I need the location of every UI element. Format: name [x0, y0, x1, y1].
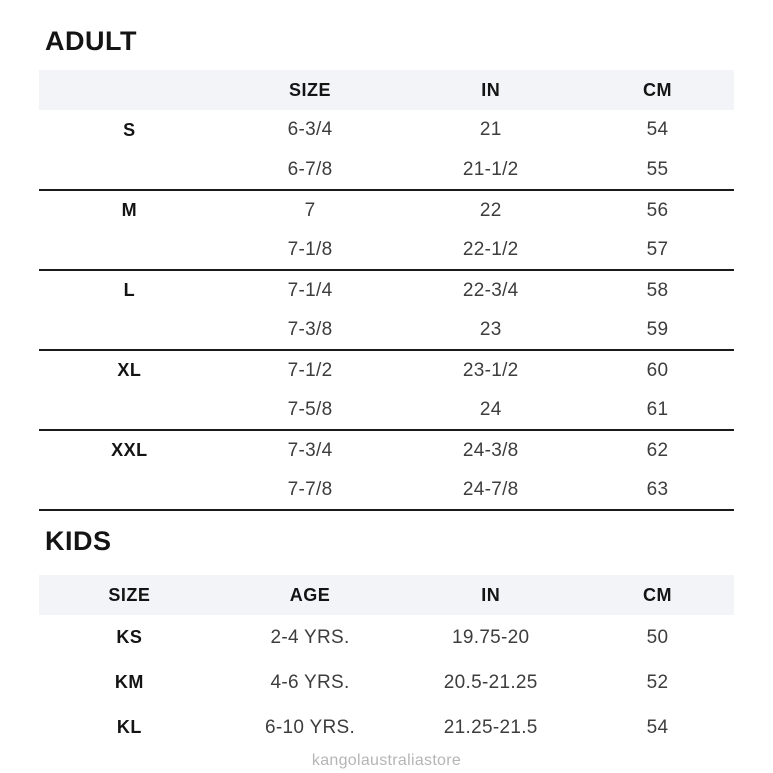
kids-table-body — [39, 615, 734, 750]
kids-column-header-size: SIZE — [108, 584, 151, 605]
table-row — [39, 230, 734, 270]
value-cell: 7-1/2 — [287, 359, 333, 381]
value-cell: 60 — [646, 359, 669, 381]
adult-column-header-blank — [39, 70, 220, 110]
table-row — [39, 350, 734, 390]
adult-table-body — [39, 110, 734, 510]
value-cell: 63 — [581, 470, 734, 510]
adult-table-header-row — [39, 70, 734, 110]
kids-column-header-in: IN — [481, 584, 501, 605]
adult-column-header-size: SIZE — [289, 79, 332, 100]
size-label-cell: KL — [116, 717, 142, 737]
kids-column-header-cm: CM — [643, 584, 673, 605]
adult-column-header-in: IN — [481, 79, 501, 100]
value-cell: 23 — [400, 310, 581, 350]
size-label-cell — [39, 230, 220, 270]
adult-section-title: ADULT — [45, 26, 137, 56]
value-cell: 7-1/8 — [220, 230, 401, 270]
value-cell: 7-1/4 — [287, 279, 333, 301]
table-row — [39, 270, 734, 310]
table-row — [39, 110, 734, 150]
size-label-cell: XL — [117, 360, 142, 380]
table-row — [39, 660, 734, 705]
kids-table-header-row — [39, 575, 734, 615]
value-cell: 4-6 YRS. — [270, 671, 350, 693]
value-cell: 56 — [646, 199, 669, 221]
value-cell: 21-1/2 — [400, 150, 581, 190]
table-row — [39, 615, 734, 660]
value-cell: 21.25-21.5 — [443, 716, 538, 738]
value-cell: 50 — [646, 626, 669, 648]
size-label-cell: KS — [116, 627, 143, 647]
value-cell: 59 — [581, 310, 734, 350]
value-cell: 22-1/2 — [400, 230, 581, 270]
table-row — [39, 310, 734, 350]
value-cell: 7-3/4 — [287, 439, 333, 461]
value-cell: 21 — [479, 119, 502, 140]
size-label-cell: L — [123, 280, 136, 300]
watermark: kangolaustraliastore — [311, 752, 462, 769]
size-label-cell — [39, 390, 220, 430]
table-row — [39, 150, 734, 190]
value-cell: 54 — [646, 716, 669, 738]
value-cell: 24-3/8 — [462, 439, 519, 461]
value-cell: 22-3/4 — [462, 279, 519, 301]
table-row — [39, 430, 734, 470]
value-cell: 24 — [400, 390, 581, 430]
table-row — [39, 190, 734, 230]
size-label-cell: XXL — [111, 440, 148, 460]
kids-section-title: KIDS — [45, 526, 112, 556]
value-cell: 23-1/2 — [462, 359, 519, 381]
value-cell: 22 — [479, 199, 502, 221]
value-cell: 57 — [581, 230, 734, 270]
value-cell: 7-5/8 — [220, 390, 401, 430]
size-label-cell: M — [121, 200, 138, 220]
adult-column-header-cm: CM — [643, 79, 673, 100]
table-row — [39, 705, 734, 750]
size-label-cell — [39, 470, 220, 510]
value-cell: 6-7/8 — [220, 150, 401, 190]
value-cell: 6-10 YRS. — [265, 716, 356, 738]
size-label-cell — [39, 150, 220, 190]
value-cell: 54 — [646, 119, 669, 140]
value-cell: 19.75-20 — [452, 626, 530, 648]
value-cell: 7-3/8 — [220, 310, 401, 350]
size-label-cell: S — [123, 119, 136, 140]
value-cell: 24-7/8 — [400, 470, 581, 510]
value-cell: 6-3/4 — [287, 119, 333, 140]
value-cell: 58 — [646, 279, 669, 301]
value-cell: 7 — [304, 199, 316, 221]
table-row — [39, 470, 734, 510]
kids-size-table — [39, 575, 734, 750]
value-cell: 55 — [581, 150, 734, 190]
table-row — [39, 390, 734, 430]
value-cell: 7-7/8 — [220, 470, 401, 510]
adult-size-table — [39, 70, 734, 511]
size-label-cell: KM — [114, 672, 144, 692]
value-cell: 52 — [646, 671, 669, 693]
value-cell: 62 — [646, 439, 669, 461]
value-cell: 20.5-21.25 — [443, 671, 538, 693]
size-label-cell — [39, 310, 220, 350]
kids-column-header-age: AGE — [289, 584, 331, 605]
value-cell: 2-4 YRS. — [270, 626, 350, 648]
value-cell: 61 — [581, 390, 734, 430]
